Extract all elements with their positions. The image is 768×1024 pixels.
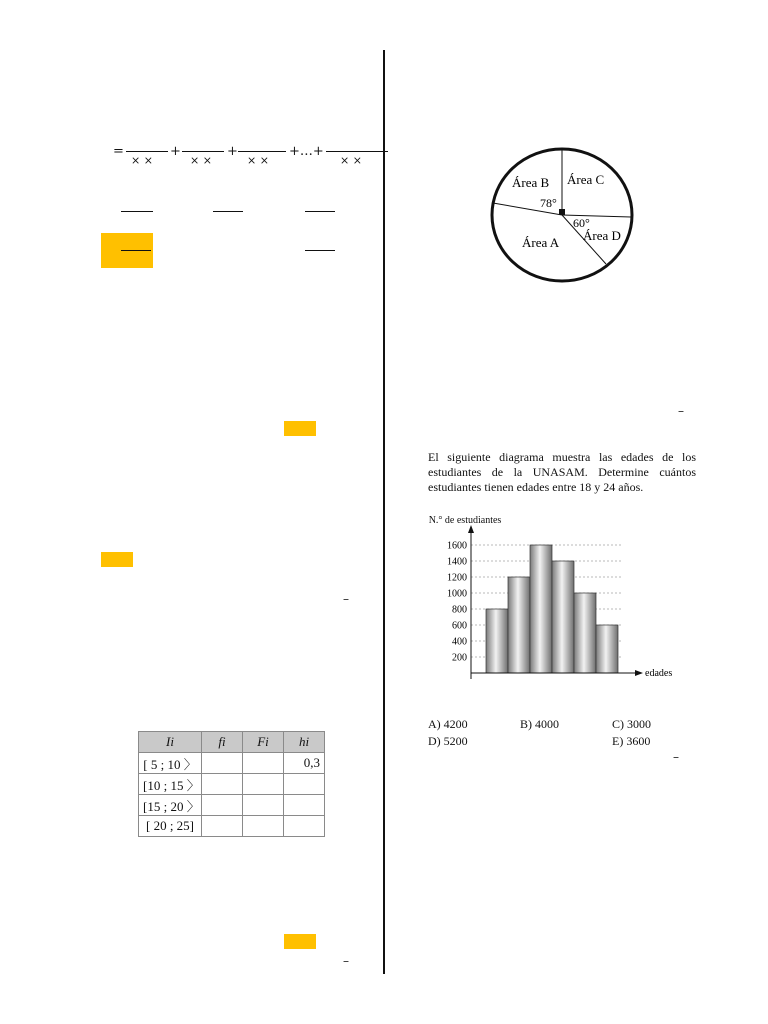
plus-sign-1: + xyxy=(170,144,181,159)
col-header-abs-freq: fi xyxy=(202,732,243,753)
equals-sign: = xyxy=(113,144,124,159)
cell-hi xyxy=(284,774,325,795)
cell-hi xyxy=(284,816,325,837)
table-row xyxy=(139,795,325,816)
cell-fi xyxy=(202,795,243,816)
option-c[interactable]: C) 3000 xyxy=(612,717,651,731)
cell-interval: [10 ; 15 〉 xyxy=(139,774,202,795)
option-e[interactable]: E) 3600 xyxy=(612,734,651,748)
age-bar-chart xyxy=(425,515,695,690)
question-text: El siguiente diagrama muestra las edades de los estudiantes de la UNASAM. Determine cuántos estudiantes tienen edades entre 18 y 24 años. xyxy=(428,450,696,494)
option-a[interactable]: A) 4200 xyxy=(428,717,468,731)
times-pair-3: × × xyxy=(247,154,269,167)
x-axis-label: edades xyxy=(645,668,673,679)
col-header-cum-freq: Fi xyxy=(243,732,284,753)
fraction-rule-5 xyxy=(305,250,335,251)
y-tick-label: 800 xyxy=(452,604,467,616)
bar xyxy=(574,593,596,673)
bars xyxy=(486,545,618,673)
answer-key-marker-1 xyxy=(284,421,316,436)
y-tick-label: 1000 xyxy=(447,588,467,600)
times-pair-1: × × xyxy=(131,154,153,167)
label-angle-78: 78° xyxy=(540,196,557,210)
y-axis-label: N.° de estudiantes xyxy=(428,515,502,526)
plus-sign-2: + xyxy=(227,144,238,159)
bar xyxy=(552,561,574,673)
bar xyxy=(596,625,618,673)
label-area-a: Área A xyxy=(522,235,560,250)
col-header-interval: Ii xyxy=(139,732,202,753)
y-tick-label: 400 xyxy=(452,636,467,648)
y-tick-label: 1600 xyxy=(447,540,467,552)
fraction-bar-2 xyxy=(182,151,224,152)
answer-key-marker-3 xyxy=(284,934,316,949)
bar xyxy=(530,545,552,673)
cell-Fi xyxy=(243,816,284,837)
option-d[interactable]: D) 5200 xyxy=(428,734,468,748)
cell-interval: [15 ; 20 〉 xyxy=(139,795,202,816)
label-area-c: Área C xyxy=(567,172,605,187)
ellipsis-plus: +…+ xyxy=(289,144,324,159)
table-row xyxy=(139,774,325,795)
label-area-d: Área D xyxy=(583,228,621,243)
fraction-rule-2 xyxy=(213,211,243,212)
bar xyxy=(508,577,530,673)
y-tick-label: 200 xyxy=(452,652,467,664)
end-dash-2: – xyxy=(343,954,349,968)
fraction-rule-4 xyxy=(121,250,151,251)
end-dash-3: – xyxy=(678,404,684,418)
cell-Fi xyxy=(243,774,284,795)
cell-fi xyxy=(202,753,243,774)
column-divider xyxy=(383,50,385,974)
table-row xyxy=(139,753,325,774)
times-pair-2: × × xyxy=(190,154,212,167)
frequency-table xyxy=(138,731,325,837)
cell-hi xyxy=(284,795,325,816)
fraction-bar-3 xyxy=(238,151,286,152)
y-tick-label: 1200 xyxy=(447,572,467,584)
x-axis-arrowhead xyxy=(635,670,643,676)
times-pair-4: × × xyxy=(340,154,362,167)
circle-sectors-diagram xyxy=(485,140,645,290)
label-area-b: Área B xyxy=(512,175,550,190)
end-dash-1: – xyxy=(343,592,349,606)
cell-interval: [ 5 ; 10 〉 xyxy=(139,753,202,774)
cell-fi xyxy=(202,774,243,795)
right-angle-mark xyxy=(559,209,565,215)
fraction-bar-4 xyxy=(326,151,388,152)
y-axis-label-wrap xyxy=(425,515,505,541)
cell-interval: [ 20 ; 25] xyxy=(139,816,202,837)
bar xyxy=(486,609,508,673)
cell-Fi xyxy=(243,795,284,816)
cell-Fi xyxy=(243,753,284,774)
cell-fi xyxy=(202,816,243,837)
label-angle-60: 60° xyxy=(573,216,590,230)
col-header-rel-freq: hi xyxy=(284,732,325,753)
end-dash-4: – xyxy=(673,750,679,764)
y-tick-labels xyxy=(447,541,467,664)
table-row xyxy=(139,816,325,837)
answer-key-marker-2 xyxy=(101,552,133,567)
fraction-rule-3 xyxy=(305,211,335,212)
fraction-bar-1 xyxy=(126,151,168,152)
table-header-row xyxy=(139,732,325,753)
option-b[interactable]: B) 4000 xyxy=(520,717,559,731)
y-tick-label: 600 xyxy=(452,620,467,632)
cell-hi: 0,3 xyxy=(284,753,325,774)
y-tick-label: 1400 xyxy=(447,556,467,568)
fraction-rule-1 xyxy=(121,211,153,212)
